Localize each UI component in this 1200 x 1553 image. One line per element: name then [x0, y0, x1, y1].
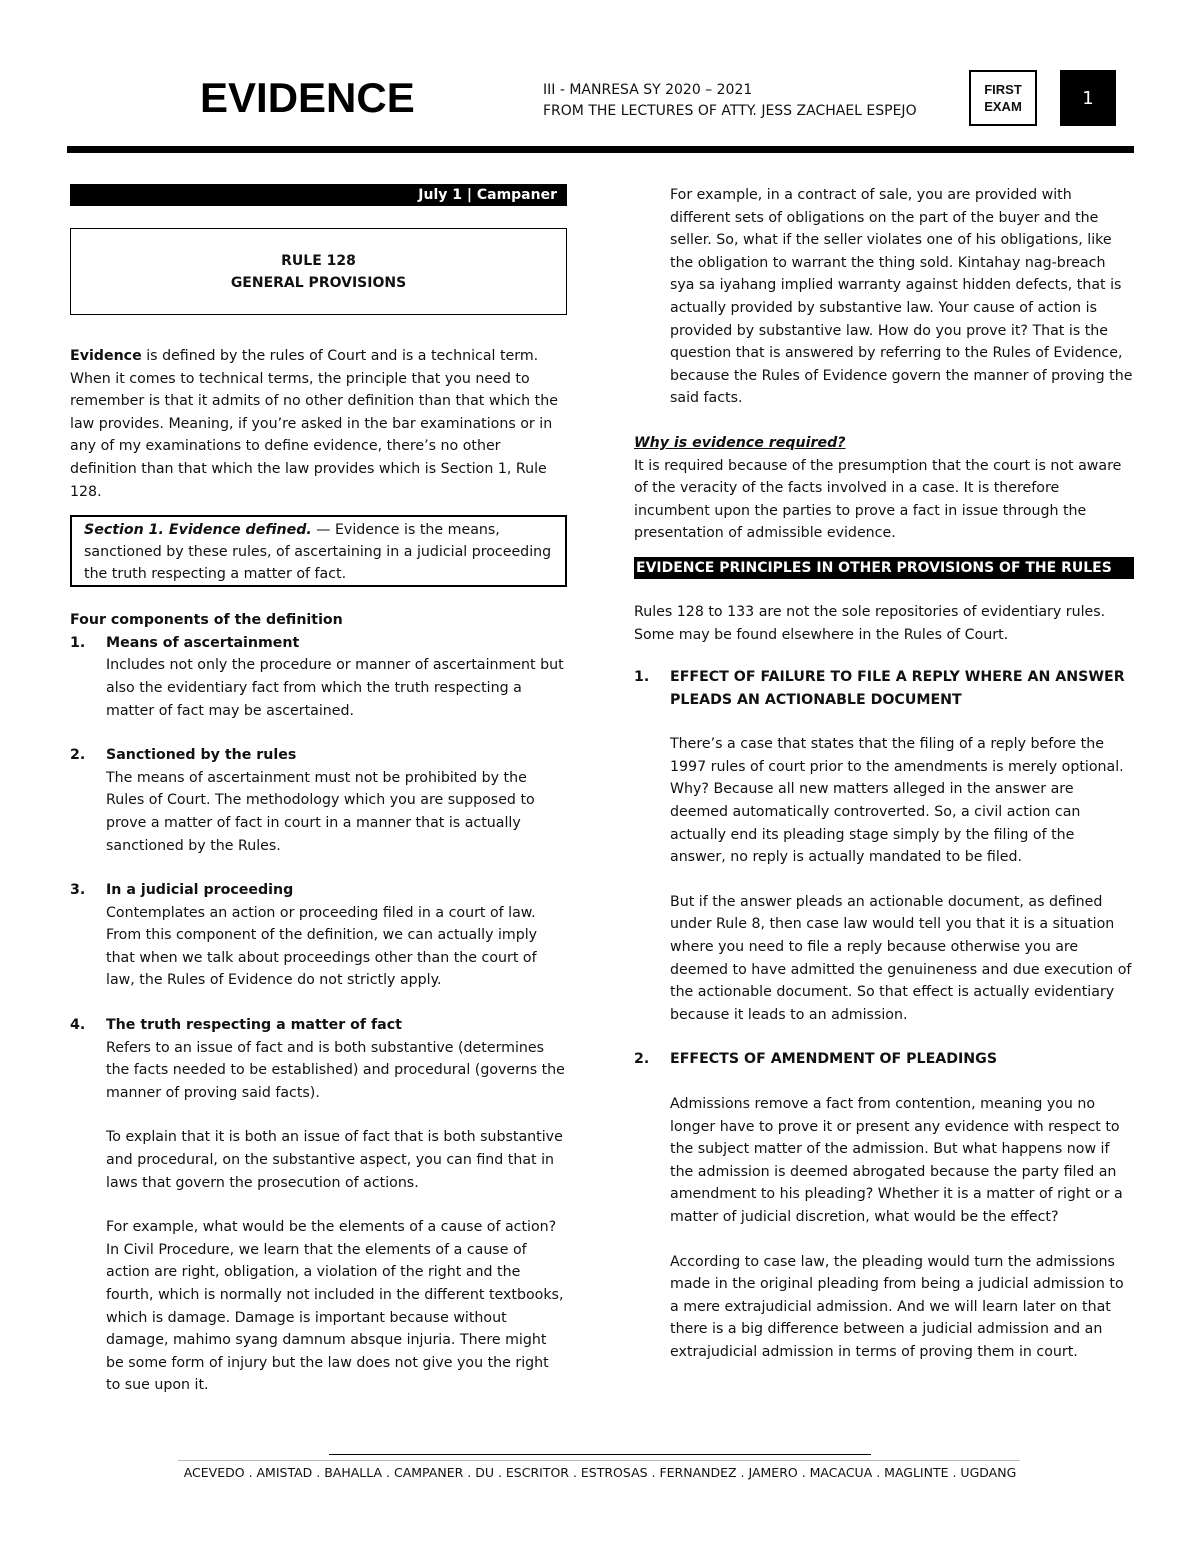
item-number: 2. [70, 747, 86, 764]
header-line-lecturer: FROM THE LECTURES OF ATTY. JESS ZACHAEL ESPEJO [543, 103, 917, 119]
item-number: 1. [70, 634, 86, 651]
intro-text: is defined by the rules of Court and is a technical term. When it comes to technical terms, the principle that you need to remember is that it admits of no other definition than that which the law provides. Meaning, if you’re asked in the bar examinations or in any of my examinations to define evidence, there’s no other definition than that which the law provides which is Section 1, Rule 128. [70, 348, 558, 500]
item-paragraph: Admissions remove a fact from contention, meaning you no longer have to prove it or present any evidence with respect to the subject matter of the admission. But what happens now if the admission is deemed abrogated because the party filed an amendment to his pleading? Whether it is a matter of right or a matter of judicial discretion, what would be the effect? [670, 1096, 1123, 1225]
header-line-class: III - MANRESA SY 2020 – 2021 [543, 82, 753, 98]
header-subtitle [543, 80, 917, 122]
item-title: In a judicial proceeding [106, 882, 294, 899]
item-body [106, 879, 567, 992]
component-item [70, 1014, 567, 1397]
left-column [70, 184, 567, 1397]
item-number: 3. [70, 882, 86, 899]
item-paragraph: The means of ascertainment must not be prohibited by the Rules of Court. The methodology which you are supposed to prove a matter of fact in court in a manner that is actually sanctioned by the Rules. [106, 769, 535, 854]
item-paragraph: Refers to an issue of fact and is both substantive (determines the facts needed to be established) and procedural (governs the manner of proving said facts). [106, 1039, 565, 1101]
page-number: 1 [1082, 87, 1094, 109]
item-number: 4. [70, 1017, 86, 1034]
item-number: 2. [634, 1051, 650, 1068]
item-title: Means of ascertainment [106, 634, 300, 651]
continuation-paragraph: For example, in a contract of sale, you are provided with different sets of obligations on the part of the buyer and the seller. So, what if the seller violates one of his obligations, like the obligation to warrant the thing sold. Kintahay nag-breach sya sa iyahang implied warranty against hidden defects, that is actually provided by substantive law. Your cause of action is provided by substantive law. How do you prove it? That is the question that is answered by referring to the Rules of Evidence, because the Rules of Evidence govern the manner of proving the said facts. [670, 187, 1133, 407]
item-body [670, 666, 1134, 1026]
intro-paragraph [70, 345, 567, 503]
rule-number: RULE 128 [281, 252, 356, 269]
item-body [106, 632, 567, 722]
item-number: 1. [634, 669, 650, 686]
date-bar: July 1 | Campaner [70, 184, 567, 206]
principles-list [634, 666, 1134, 1363]
item-paragraph: Contemplates an action or proceeding filed in a court of law. From this component of the definition, we can actually imply that when we talk about proceedings other than the court of law, the Rules of Evidence do not strictly apply. [106, 904, 538, 989]
item-title: EFFECT OF FAILURE TO FILE A REPLY WHERE AN ANSWER PLEADS AN ACTIONABLE DOCUMENT [670, 669, 1125, 708]
item-body [670, 1048, 1134, 1363]
components-list [70, 632, 567, 1397]
item-paragraph: For example, what would be the elements of a cause of action? In Civil Procedure, we learn that the elements of a cause of action are right, obligation, a violation of the right and the fourth, which is normally not included in the different textbooks, which is damage. Damage is important because without damage, mahimo syang damnum absque injuria. There might be some form of injury but the law does not give you the right to sue upon it. [106, 1219, 564, 1394]
item-paragraph: Includes not only the procedure or manner of ascertainment but also the evidentiary fact from which the truth respecting a matter of fact may be ascertained. [106, 657, 564, 719]
footer-divider-light [178, 1460, 1020, 1461]
header-divider [67, 146, 1134, 153]
exam-label-box [969, 70, 1037, 126]
component-item [70, 879, 567, 992]
item-paragraph: There’s a case that states that the filing of a reply before the 1997 rules of court prior to the amendments is merely optional. Why? Because all new matters alleged in the answer are deemed automatically controverted. So, a civil action can actually end its pleading stage simply by the filing of the answer, no reply is actually mandated to be filed. [670, 736, 1124, 866]
item-title: The truth respecting a matter of fact [106, 1017, 402, 1034]
component-item [70, 632, 567, 722]
principle-item [634, 1048, 1134, 1363]
document-title: EVIDENCE [200, 74, 415, 121]
exam-label-line1: FIRST [984, 82, 1022, 97]
rule-title: GENERAL PROVISIONS [230, 274, 407, 291]
section-1-heading: Section 1. Evidence defined. [84, 522, 312, 539]
footer-authors: ACEVEDO . AMISTAD . BAHALLA . CAMPANER . DU . ESCRITOR . ESTROSAS . FERNANDEZ . JAMERO . MACACUA . MAGLINTE . UGDANG [183, 1465, 1017, 1480]
exam-label-line2: EXAM [984, 99, 1022, 114]
principles-intro: Rules 128 to 133 are not the sole repositories of evidentiary rules. Some may be found elsewhere in the Rules of Court. [634, 603, 1106, 643]
principle-item [634, 666, 1134, 1026]
page-number-box [1060, 70, 1116, 126]
principles-heading: EVIDENCE PRINCIPLES IN OTHER PROVISIONS OF THE RULES [634, 557, 1134, 579]
item-title: Sanctioned by the rules [106, 747, 297, 764]
section-1-box [70, 515, 567, 587]
rule-heading-box [70, 228, 567, 315]
right-column [634, 184, 1134, 1364]
component-item [70, 744, 567, 857]
item-body [106, 744, 567, 857]
footer-divider [329, 1454, 871, 1455]
why-evidence-heading: Why is evidence required? [634, 434, 846, 451]
item-title: EFFECTS OF AMENDMENT OF PLEADINGS [670, 1051, 998, 1068]
components-title: Four components of the definition [70, 612, 343, 629]
item-body [106, 1014, 567, 1397]
item-paragraph: According to case law, the pleading would turn the admissions made in the original pleading from being a judicial admission to a mere extrajudicial admission. And we will learn later on that there is a big difference between a judicial admission and an extrajudicial admission in terms of proving them in court. [670, 1253, 1124, 1360]
why-evidence-paragraph: It is required because of the presumption that the court is not aware of the veracity of the facts involved in a case. It is therefore incumbent upon the parties to prove a fact in issue through the presentation of admissible evidence. [634, 457, 1122, 542]
item-paragraph: To explain that it is both an issue of fact that is both substantive and procedural, on the substantive aspect, you can find that in laws that govern the prosecution of actions. [106, 1129, 563, 1191]
section-1-text: — Evidence is the means, sanctioned by these rules, of ascertaining in a judicial proceeding the truth respecting a matter of fact. [84, 522, 552, 583]
item-paragraph: But if the answer pleads an actionable document, as defined under Rule 8, then case law would tell you that it is a situation where you need to file a reply because otherwise you are deemed to have admitted the genuineness and due execution of the actionable document. So that effect is actually evidentiary because it leads to an admission. [670, 893, 1132, 1023]
intro-term: Evidence [70, 348, 142, 364]
